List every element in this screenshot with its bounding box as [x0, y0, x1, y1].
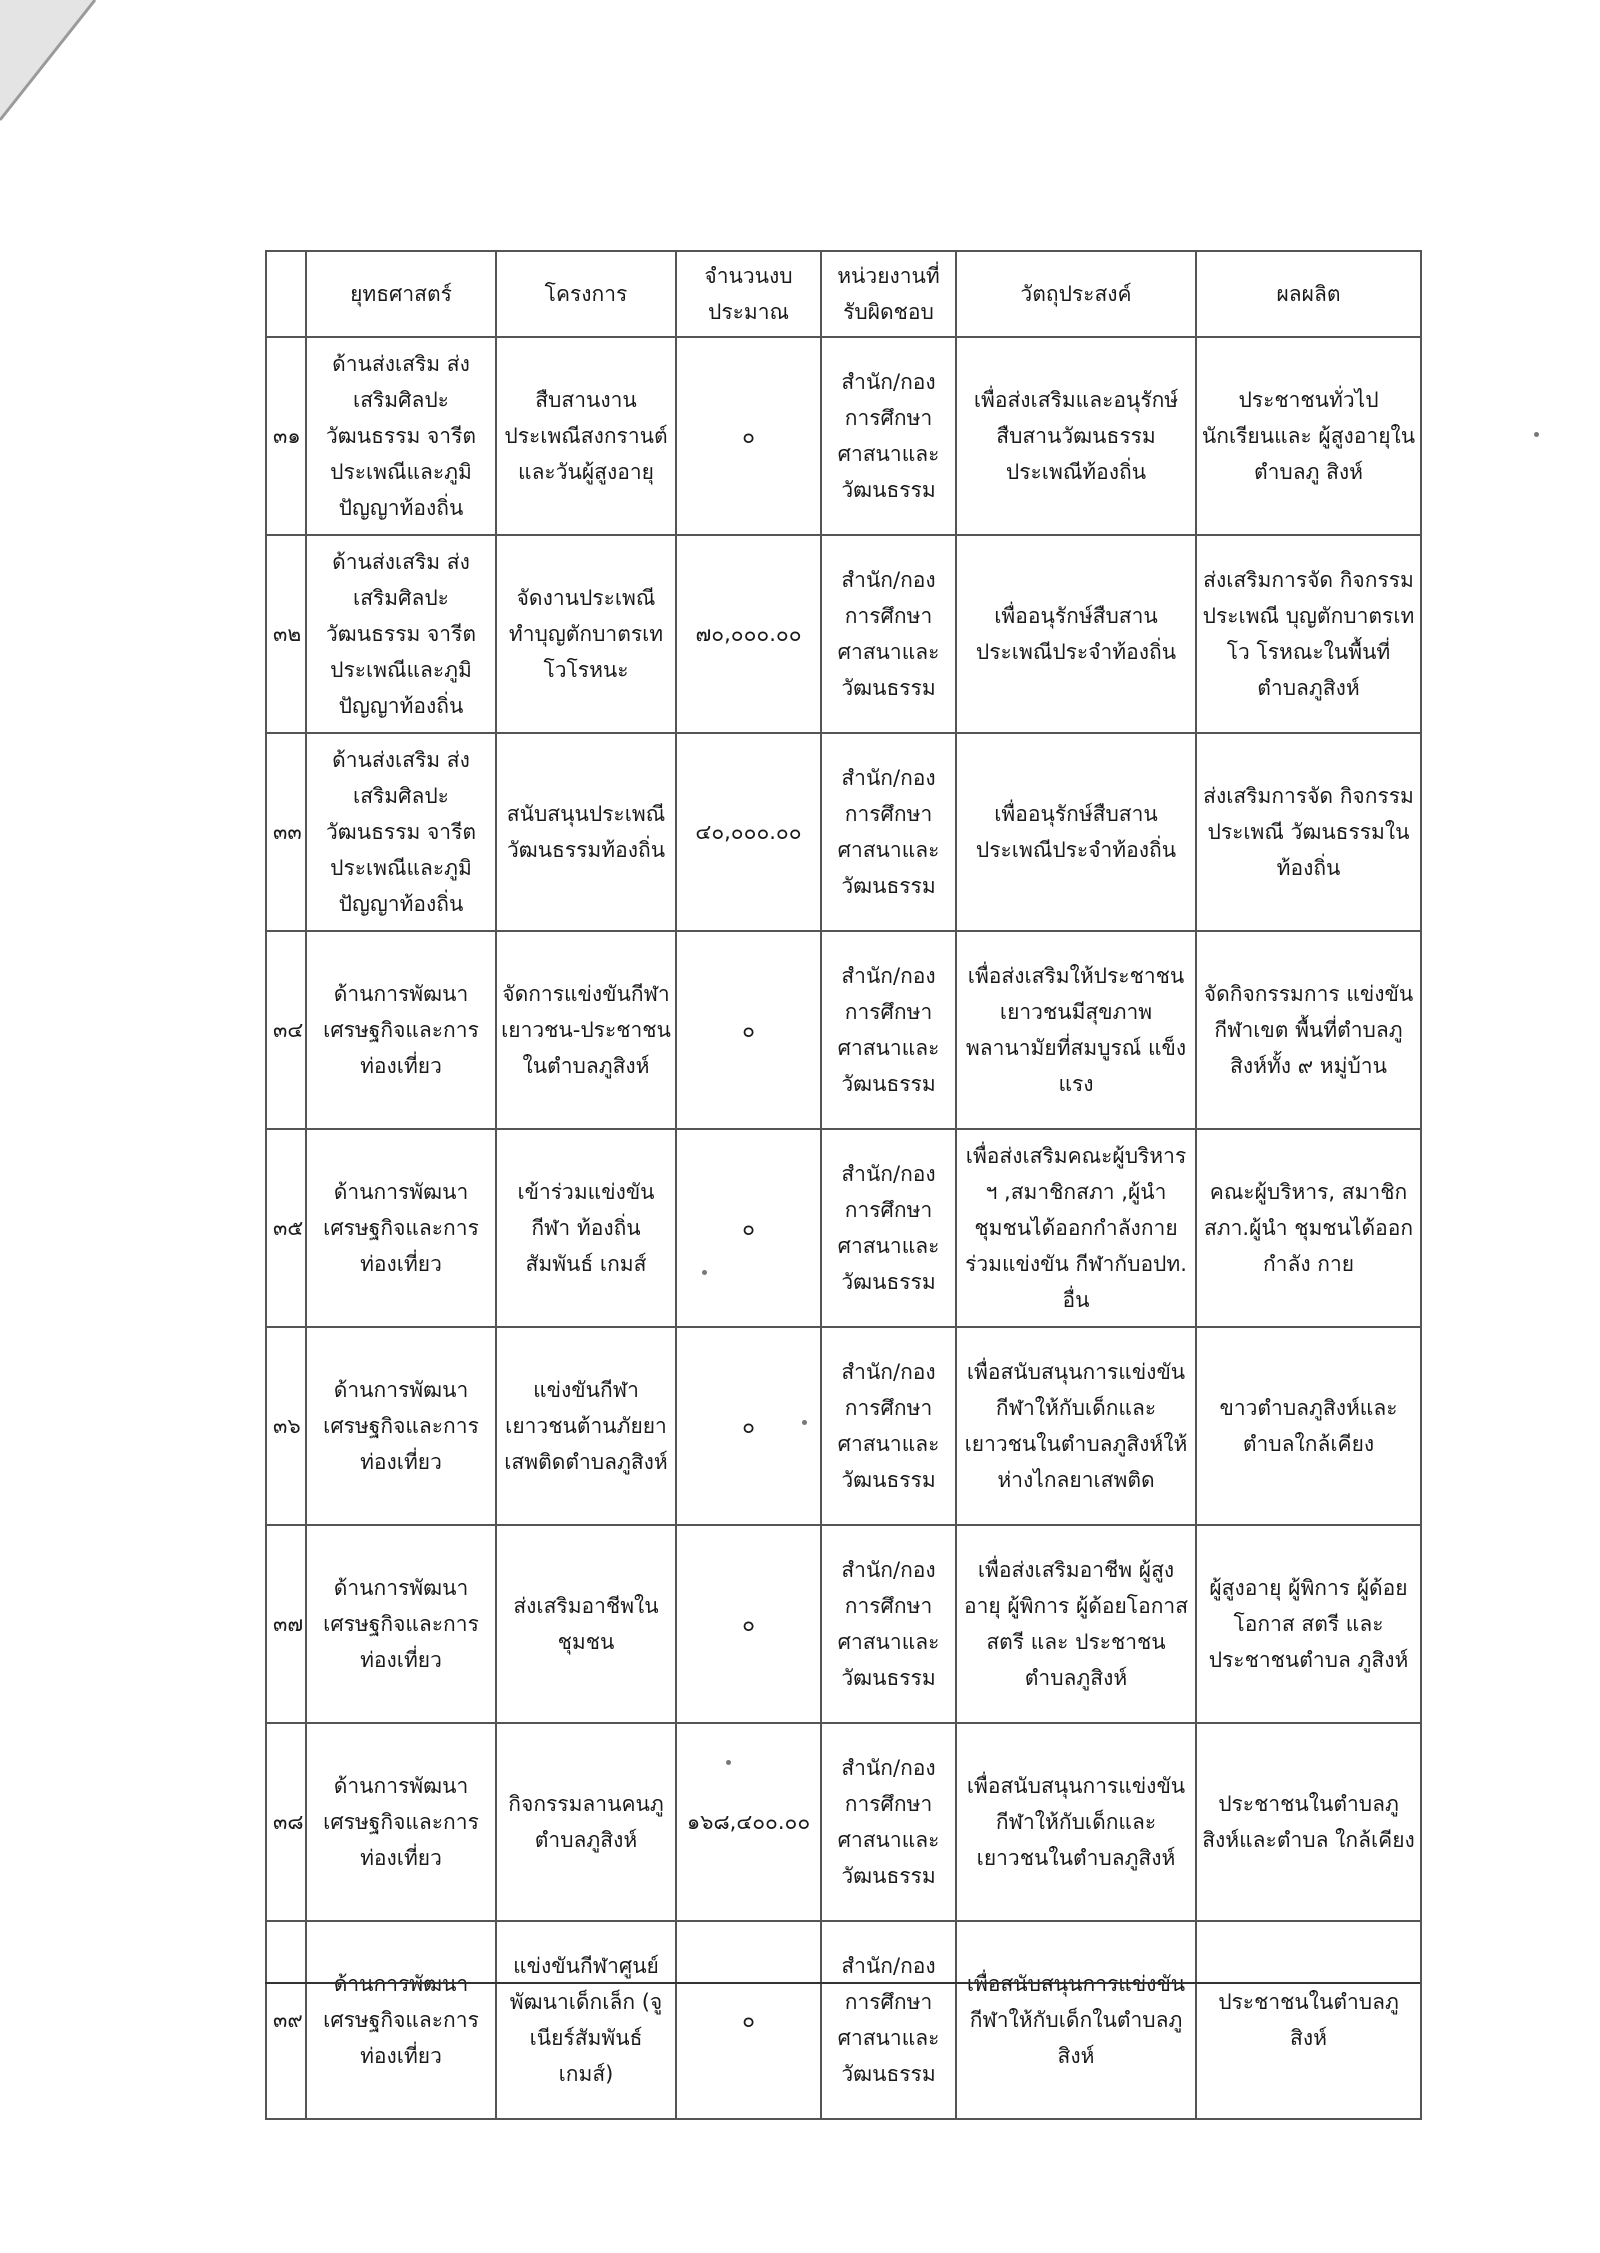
objective-cell: เพื่อส่งเสริมให้ประชาชน เยาวชนมีสุขภาพ พลานามัยที่สมบูรณ์ แข็งแรง [956, 931, 1196, 1129]
budget-cell: ๔๐,๐๐๐.๐๐ [676, 733, 821, 931]
project-cell: จัดการแข่งขันกีฬา เยาวชน-ประชาชน ในตำบลภูสิงห์ [496, 931, 676, 1129]
strategy-cell: ด้านการพัฒนา เศรษฐกิจและการ ท่องเที่ยว [306, 1129, 496, 1327]
strategy-cell: ด้านการพัฒนา เศรษฐกิจและการ ท่องเที่ยว [306, 1327, 496, 1525]
table-row [266, 931, 1421, 1129]
agency-cell: สำนัก/กอง การศึกษา ศาสนาและ วัฒนธรรม [821, 1327, 956, 1525]
header-agency: หน่วยงานที่รับผิดชอบ [821, 251, 956, 337]
scan-speck [726, 1760, 731, 1765]
strategy-cell: ด้านการพัฒนา เศรษฐกิจและการ ท่องเที่ยว [306, 1921, 496, 2119]
header-objective: วัตถุประสงค์ [956, 251, 1196, 337]
objective-cell: เพื่อส่งเสริมคณะผู้บริหาร ฯ ,สมาชิกสภา ,ผู้นำ ชุมชนได้ออกกำลังกาย ร่วมแข่งขัน กีฬากับอปท. อื่น [956, 1129, 1196, 1327]
agency-cell: สำนัก/กอง การศึกษา ศาสนาและ วัฒนธรรม [821, 337, 956, 535]
table-bottom-rule [265, 1982, 1420, 1984]
agency-cell: สำนัก/กอง การศึกษา ศาสนาและ วัฒนธรรม [821, 931, 956, 1129]
budget-cell: ๐ [676, 1921, 821, 2119]
scan-corner-shadow [0, 0, 150, 150]
output-cell: ประชาชนในตำบลภู สิงห์และตำบล ใกล้เคียง [1196, 1723, 1421, 1921]
agency-cell: สำนัก/กอง การศึกษา ศาสนาและ วัฒนธรรม [821, 1723, 956, 1921]
project-cell: สืบสานงาน ประเพณีสงกรานต์ และวันผู้สูงอายุ [496, 337, 676, 535]
table-row [266, 1327, 1421, 1525]
strategy-cell: ด้านส่งเสริม ส่งเสริมศิลปะ วัฒนธรรม จารีต ประเพณีและภูมิ ปัญญาท้องถิ่น [306, 337, 496, 535]
scan-speck [702, 1270, 707, 1275]
project-cell: แข่งขันกีฬา เยาวชนต้านภัยยา เสพติดตำบลภูสิงห์ [496, 1327, 676, 1525]
table-row [266, 1723, 1421, 1921]
project-cell: เข้าร่วมแข่งขันกีฬา ท้องถิ่นสัมพันธ์ เกมส์ [496, 1129, 676, 1327]
agency-cell: สำนัก/กอง การศึกษา ศาสนาและ วัฒนธรรม [821, 535, 956, 733]
budget-cell: ๐ [676, 1525, 821, 1723]
strategy-cell: ด้านการพัฒนา เศรษฐกิจและการ ท่องเที่ยว [306, 931, 496, 1129]
output-cell: คณะผู้บริหาร, สมาชิกสภา.ผู้นำ ชุมชนได้ออกกำลัง กาย [1196, 1129, 1421, 1327]
strategy-cell: ด้านส่งเสริม ส่งเสริมศิลปะ วัฒนธรรม จารีต ประเพณีและภูมิ ปัญญาท้องถิ่น [306, 535, 496, 733]
project-cell: จัดงานประเพณี ทำบุญตักบาตรเท โวโรหนะ [496, 535, 676, 733]
row-number: ๓๖ [266, 1327, 306, 1525]
row-number: ๓๔ [266, 931, 306, 1129]
header-no [266, 251, 306, 337]
row-number: ๓๓ [266, 733, 306, 931]
output-cell: ประชาชนในตำบลภู สิงห์ [1196, 1921, 1421, 2119]
table-row [266, 535, 1421, 733]
project-cell: แข่งขันกีฬาศูนย์ พัฒนาเด็กเล็ก (จูเนียร์สัมพันธ์ เกมส์) [496, 1921, 676, 2119]
budget-cell: ๐ [676, 1327, 821, 1525]
row-number: ๓๘ [266, 1723, 306, 1921]
output-cell: จัดกิจกรรมการ แข่งขันกีฬาเขต พื้นที่ตำบลภูสิงห์ทั้ง ๙ หมู่บ้าน [1196, 931, 1421, 1129]
objective-cell: เพื่อสนับสนุนการแข่งขัน กีฬาให้กับเด็กในตำบลภู สิงห์ [956, 1921, 1196, 2119]
agency-cell: สำนัก/กอง การศึกษา ศาสนาและ วัฒนธรรม [821, 1921, 956, 2119]
strategy-cell: ด้านการพัฒนา เศรษฐกิจและการ ท่องเที่ยว [306, 1723, 496, 1921]
scan-speck [1534, 432, 1539, 437]
project-cell: ส่งเสริมอาชีพใน ชุมชน [496, 1525, 676, 1723]
row-number: ๓๙ [266, 1921, 306, 2119]
budget-cell: ๐ [676, 337, 821, 535]
objective-cell: เพื่อส่งเสริมและอนุรักษ์ สืบสานวัฒนธรรม ประเพณีท้องถิ่น [956, 337, 1196, 535]
header-strategy: ยุทธศาสตร์ [306, 251, 496, 337]
project-cell: กิจกรรมลานคนภู ตำบลภูสิงห์ [496, 1723, 676, 1921]
table-row [266, 1129, 1421, 1327]
row-number: ๓๑ [266, 337, 306, 535]
project-cell: สนับสนุนประเพณี วัฒนธรรมท้องถิ่น [496, 733, 676, 931]
table-row [266, 733, 1421, 931]
budget-cell: ๐ [676, 931, 821, 1129]
table-header-row [266, 251, 1421, 337]
agency-cell: สำนัก/กอง การศึกษา ศาสนาและ วัฒนธรรม [821, 1525, 956, 1723]
row-number: ๓๒ [266, 535, 306, 733]
objective-cell: เพื่อส่งเสริมอาชีพ ผู้สูงอายุ ผู้พิการ ผู้ด้อยโอกาส สตรี และ ประชาชนตำบลภูสิงห์ [956, 1525, 1196, 1723]
output-cell: ส่งเสริมการจัด กิจกรรมประเพณี วัฒนธรรมใน ท้องถิ่น [1196, 733, 1421, 931]
output-cell: ประชาชนทั่วไป นักเรียนและ ผู้สูงอายุในตำบลภู สิงห์ [1196, 337, 1421, 535]
budget-cell: ๐ [676, 1129, 821, 1327]
budget-cell: ๗๐,๐๐๐.๐๐ [676, 535, 821, 733]
agency-cell: สำนัก/กอง การศึกษา ศาสนาและ วัฒนธรรม [821, 733, 956, 931]
header-project: โครงการ [496, 251, 676, 337]
header-output: ผลผลิต [1196, 251, 1421, 337]
output-cell: ผู้สูงอายุ ผู้พิการ ผู้ด้อยโอกาส สตรี และประชาชนตำบล ภูสิงห์ [1196, 1525, 1421, 1723]
header-budget: จำนวนงบประมาณ [676, 251, 821, 337]
objective-cell: เพื่อสนับสนุนการแข่งขัน กีฬาให้กับเด็กและ เยาวชนในตำบลภูสิงห์ให้ ห่างไกลยาเสพติด [956, 1327, 1196, 1525]
table-row [266, 337, 1421, 535]
scan-speck [802, 1420, 807, 1425]
budget-cell: ๑๖๘,๔๐๐.๐๐ [676, 1723, 821, 1921]
table-row [266, 1525, 1421, 1723]
row-number: ๓๗ [266, 1525, 306, 1723]
row-number: ๓๕ [266, 1129, 306, 1327]
output-cell: ขาวตำบลภูสิงห์และ ตำบลใกล้เคียง [1196, 1327, 1421, 1525]
objective-cell: เพื่อสนับสนุนการแข่งขัน กีฬาให้กับเด็กและ เยาวชนในตำบลภูสิงห์ [956, 1723, 1196, 1921]
output-cell: ส่งเสริมการจัด กิจกรรมประเพณี บุญตักบาตรเทโว โรหณะในพื้นที่ ตำบลภูสิงห์ [1196, 535, 1421, 733]
objective-cell: เพื่ออนุรักษ์สืบสาน ประเพณีประจำท้องถิ่น [956, 733, 1196, 931]
objective-cell: เพื่ออนุรักษ์สืบสาน ประเพณีประจำท้องถิ่น [956, 535, 1196, 733]
project-table [265, 250, 1422, 2120]
strategy-cell: ด้านการพัฒนา เศรษฐกิจและการ ท่องเที่ยว [306, 1525, 496, 1723]
strategy-cell: ด้านส่งเสริม ส่งเสริมศิลปะ วัฒนธรรม จารีต ประเพณีและภูมิ ปัญญาท้องถิ่น [306, 733, 496, 931]
table-row [266, 1921, 1421, 2119]
agency-cell: สำนัก/กอง การศึกษา ศาสนาและ วัฒนธรรม [821, 1129, 956, 1327]
